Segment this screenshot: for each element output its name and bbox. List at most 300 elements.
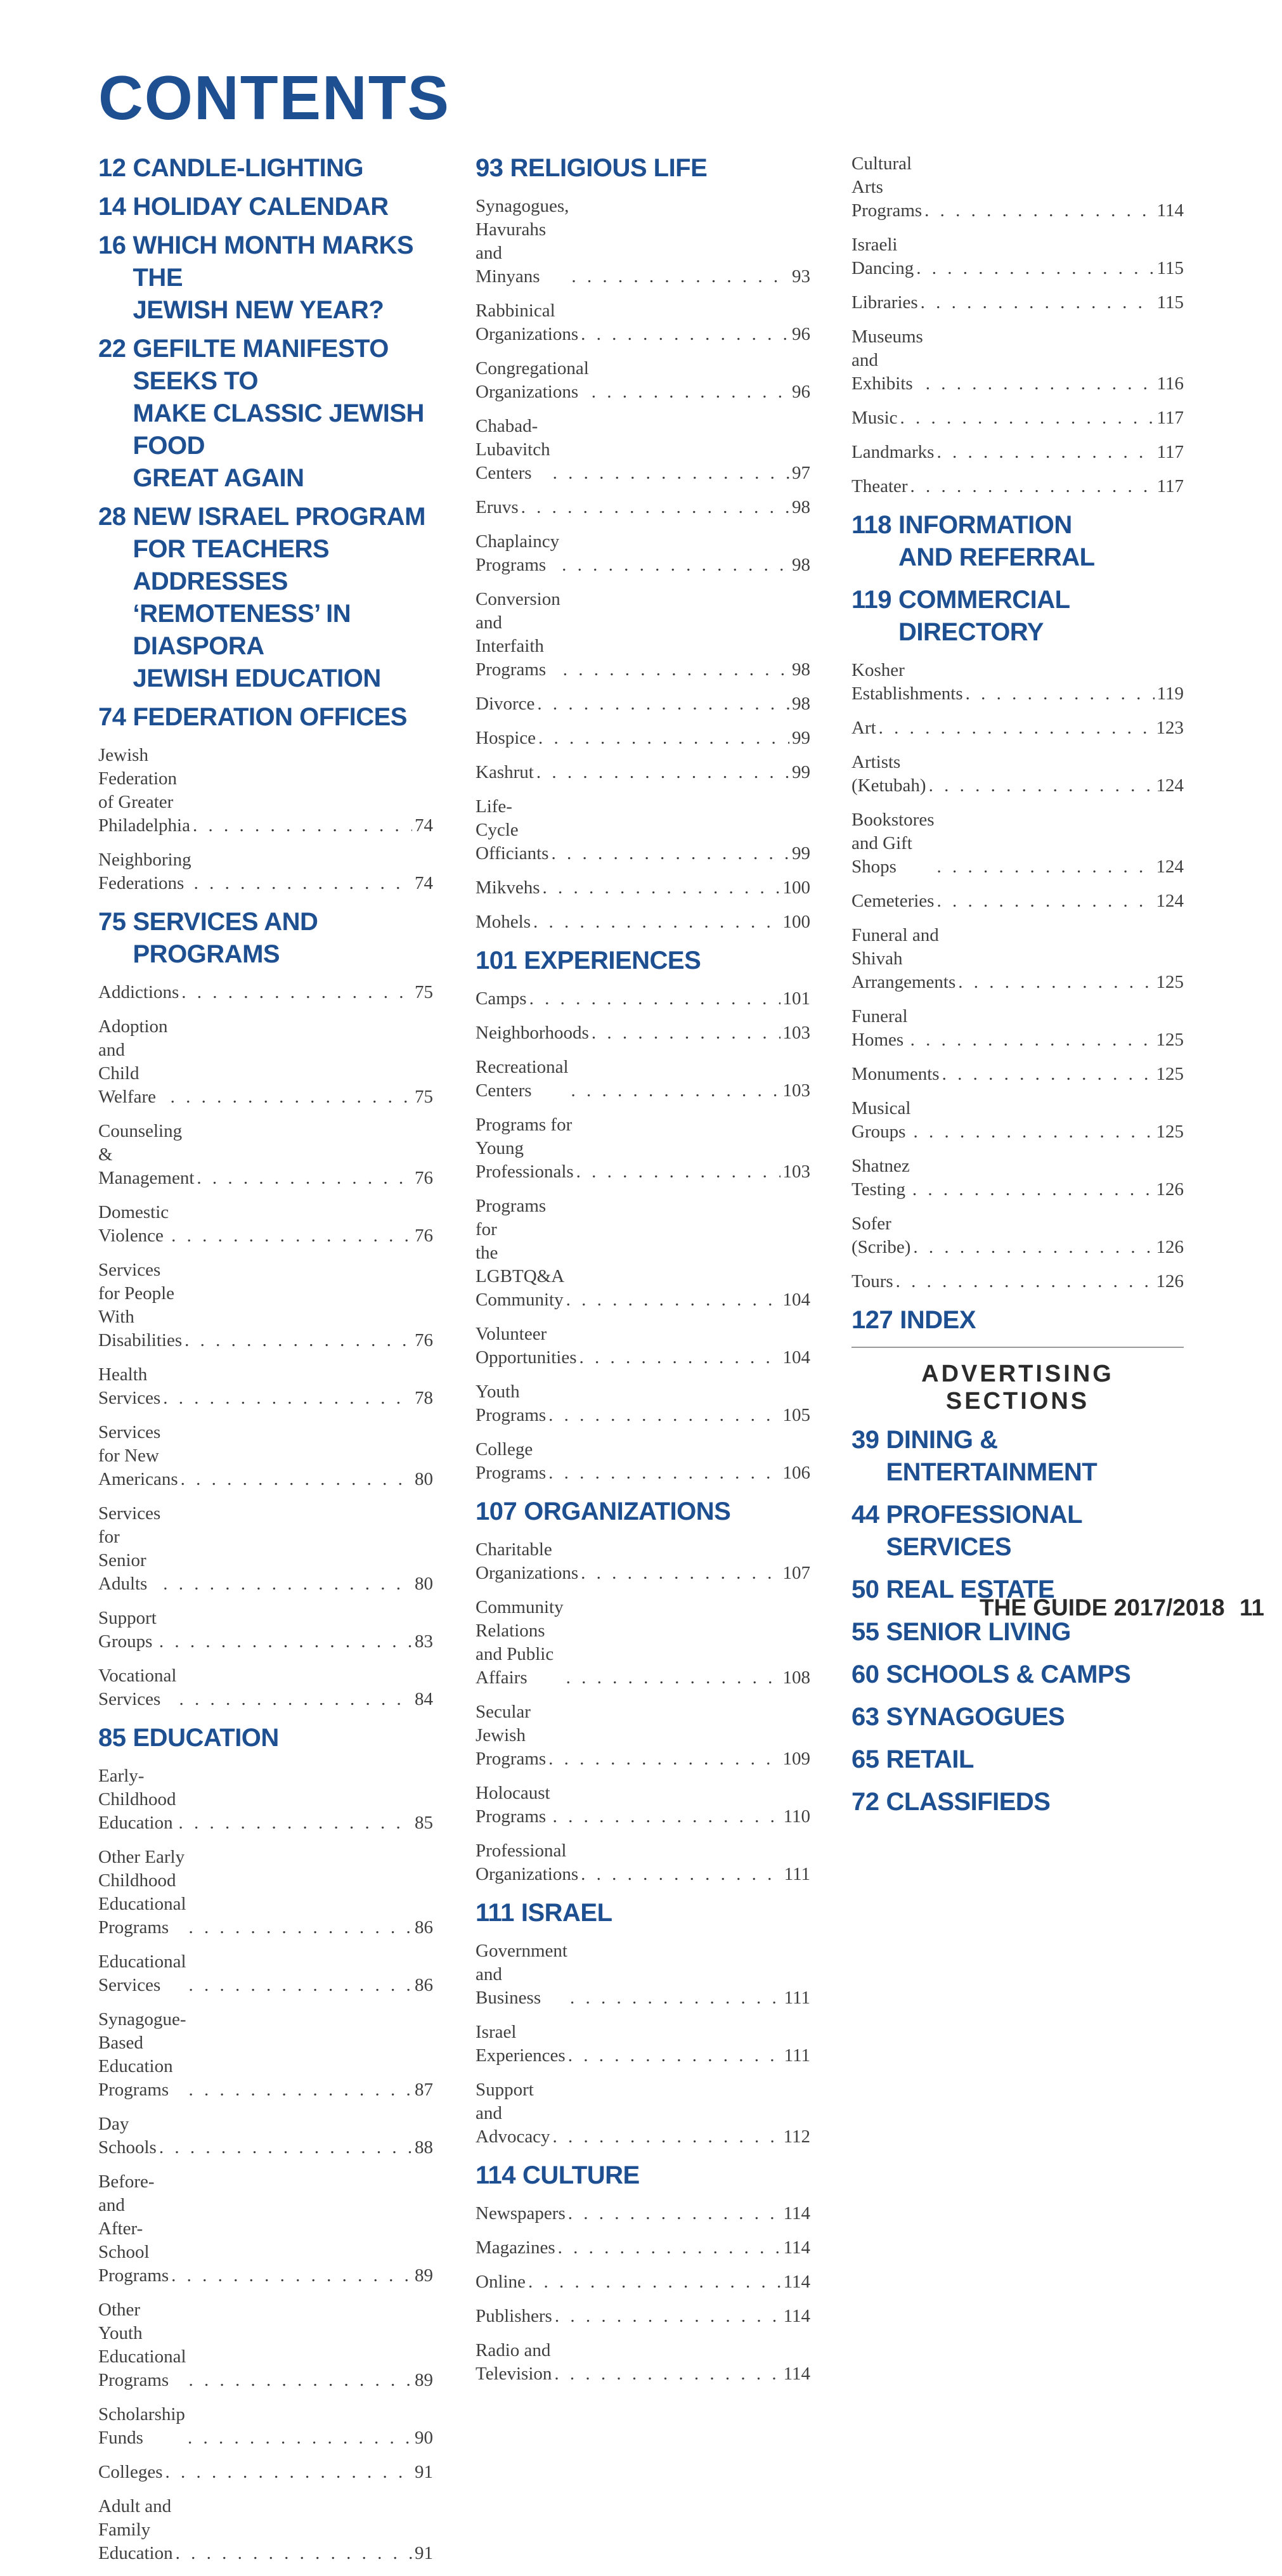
entry-label-line: Education Programs — [98, 2056, 173, 2100]
advertising-heading[interactable] — [851, 1701, 1184, 1733]
dot-leader — [563, 658, 789, 682]
entry-label — [851, 1063, 940, 1086]
entry-label-line: Life-Cycle Officiants — [476, 796, 549, 864]
toc-entry[interactable] — [98, 744, 433, 838]
entry-label-line: Bookstores and Gift Shops — [851, 810, 935, 877]
toc-entry[interactable] — [98, 2298, 433, 2392]
toc-entry[interactable] — [851, 441, 1184, 464]
entry-label-line: Cultural Arts Programs — [851, 153, 923, 221]
entry-label-line: Programs — [98, 1917, 169, 1938]
toc-entry[interactable] — [851, 1270, 1184, 1293]
dot-leader — [566, 1666, 780, 1690]
entry-label — [851, 716, 876, 740]
section-heading-israel[interactable] — [476, 1897, 810, 1929]
entry-label — [476, 530, 559, 577]
toc-entry[interactable] — [476, 795, 810, 865]
feature-heading[interactable] — [98, 152, 433, 184]
section-title — [133, 230, 434, 327]
entry-page-number: 98 — [792, 694, 810, 714]
advertising-heading[interactable] — [851, 1744, 1184, 1776]
entry-page-number: 91 — [415, 2462, 433, 2482]
dot-leader — [966, 682, 1155, 706]
entry-page-number: 88 — [415, 2137, 433, 2158]
entry-label-line: Hospice — [476, 728, 536, 748]
section-heading-services[interactable] — [98, 906, 433, 971]
section-title-line: JEWISH EDUCATION — [133, 664, 381, 692]
entry-label — [476, 2021, 566, 2068]
toc-entry[interactable] — [476, 1113, 810, 1184]
section-title-line: RETAIL — [886, 1745, 974, 1773]
entry-label — [476, 588, 560, 682]
toc-entry[interactable] — [98, 2170, 433, 2288]
entry-label-line: of Greater Philadelphia — [98, 792, 190, 836]
entry-label — [476, 2270, 526, 2294]
section-title-line: INDEX — [900, 1306, 976, 1334]
dot-leader — [570, 1986, 782, 2010]
entry-label-line: Camps — [476, 988, 527, 1009]
entry-label — [851, 1155, 910, 1201]
entry-label — [851, 659, 963, 706]
dot-leader — [958, 971, 1153, 994]
dot-leader — [576, 1160, 780, 1184]
feature-heading[interactable] — [98, 333, 433, 495]
entry-page-number: 126 — [1156, 1271, 1184, 1291]
entry-label-line: Scholarship Funds — [98, 2404, 185, 2448]
section-heading-federation[interactable] — [98, 701, 433, 734]
section-title-line: REAL ESTATE — [886, 1576, 1055, 1603]
toc-entry[interactable] — [851, 1212, 1184, 1259]
entry-page-number: 98 — [792, 497, 810, 517]
footer-title: THE GUIDE 2017/2018 — [980, 1595, 1225, 1621]
toc-entry[interactable] — [98, 1120, 433, 1190]
dot-leader — [521, 496, 789, 519]
entry-label — [98, 2008, 186, 2102]
toc-entry[interactable] — [476, 1596, 810, 1690]
toc-entry[interactable] — [98, 1502, 433, 1596]
entry-page-number: 96 — [792, 382, 810, 402]
section-heading-commercial[interactable] — [851, 584, 1184, 649]
entry-label — [98, 2495, 173, 2565]
section-title-line: ‘REMOTENESS’ IN DIASPORA — [133, 600, 351, 660]
entry-page-number: 111 — [784, 1988, 810, 2008]
entry-page-number: 110 — [783, 1806, 810, 1827]
section-page-number: 44 — [851, 1501, 879, 1529]
toc-entry[interactable] — [98, 2008, 433, 2102]
toc-entry[interactable] — [476, 727, 810, 750]
section-title — [133, 152, 434, 184]
entry-page-number: 90 — [415, 2428, 433, 2448]
dot-leader — [936, 890, 1153, 913]
entry-label-line: Synagogues, Havurahs and Minyans — [476, 196, 569, 287]
toc-entry[interactable] — [476, 588, 810, 682]
entry-label-line: Early-Childhood Education — [98, 1766, 176, 1833]
feature-heading[interactable] — [98, 191, 433, 223]
toc-entry[interactable] — [851, 406, 1184, 430]
entry-page-number: 111 — [784, 2045, 810, 2066]
entry-label-line: Charitable Organizations — [476, 1539, 579, 1583]
entry-label-line: Musical Groups — [851, 1098, 911, 1142]
entry-label — [98, 1764, 176, 1835]
toc-entry[interactable] — [851, 890, 1184, 913]
section-page-number: 111 — [476, 1899, 514, 1927]
entry-label — [476, 1021, 589, 1045]
section-title-line: GEFILTE MANIFESTO SEEKS TO — [133, 335, 389, 395]
entry-page-number: 114 — [783, 2203, 810, 2223]
toc-entry[interactable] — [98, 2113, 433, 2159]
dot-leader — [900, 406, 1155, 430]
dot-leader — [910, 1028, 1154, 1052]
toc-entry[interactable] — [98, 981, 433, 1004]
entry-label-line: Monuments — [851, 1064, 940, 1084]
section-title-line: ISRAEL — [521, 1899, 612, 1927]
section-title-line: NEW ISRAEL PROGRAM — [133, 503, 425, 531]
entry-page-number: 123 — [1156, 718, 1184, 738]
entry-label — [851, 441, 934, 464]
section-page-number: 127 — [851, 1306, 893, 1334]
toc-entry[interactable] — [476, 1021, 810, 1045]
entry-page-number: 119 — [1156, 683, 1184, 704]
section-title — [900, 1304, 1184, 1337]
dot-leader — [937, 855, 1154, 879]
section-title-line: EDUCATION — [133, 1724, 279, 1752]
dot-leader — [558, 2236, 781, 2260]
entry-label — [476, 987, 527, 1011]
section-title — [886, 1659, 1184, 1691]
advertising-heading[interactable] — [851, 1659, 1184, 1691]
section-title — [133, 906, 434, 971]
section-page-number: 22 — [98, 335, 126, 363]
entry-label-line: Addictions — [98, 982, 179, 1002]
entry-label — [851, 325, 923, 396]
dot-leader — [896, 1270, 1154, 1293]
toc-entry[interactable] — [98, 1607, 433, 1654]
toc-entry[interactable] — [98, 1259, 433, 1352]
section-title — [886, 1701, 1184, 1733]
toc-entry[interactable] — [476, 2078, 810, 2149]
entry-label-line: Government and Business — [476, 1941, 567, 2008]
entry-label-line: Recreational Centers — [476, 1057, 569, 1101]
entry-label-line: Divorce — [476, 694, 535, 714]
dot-leader — [581, 1562, 780, 1585]
entry-label — [476, 1323, 576, 1369]
section-title-line: SERVICES AND PROGRAMS — [133, 908, 318, 968]
dot-leader — [553, 2125, 781, 2149]
entry-page-number: 80 — [415, 1469, 433, 1489]
entry-label-line: Counseling & Management — [98, 1121, 195, 1188]
entry-page-number: 96 — [792, 324, 810, 344]
section-page-number: 119 — [851, 586, 892, 614]
section-title-line: DIRECTORY — [898, 618, 1044, 646]
entry-label — [851, 152, 922, 223]
section-title-line: CLASSIFIEDS — [886, 1788, 1051, 1816]
entry-page-number: 99 — [792, 762, 810, 782]
section-title-line: MAKE CLASSIC JEWISH FOOD — [133, 399, 424, 460]
entry-label — [476, 1380, 546, 1427]
entry-label — [476, 1596, 564, 1690]
toc-entry[interactable] — [476, 2339, 810, 2386]
dot-leader — [912, 1178, 1154, 1201]
entry-page-number: 89 — [415, 2265, 433, 2286]
toc-entry[interactable] — [476, 195, 810, 288]
toc-entry[interactable] — [98, 848, 433, 895]
toc-entry[interactable] — [476, 1056, 810, 1103]
section-title-line: SYNAGOGUES — [886, 1703, 1065, 1731]
entry-page-number: 103 — [782, 1023, 810, 1043]
toc-entry[interactable] — [851, 233, 1184, 280]
entry-label — [476, 2339, 552, 2386]
entry-label-line: Newspapers — [476, 2203, 566, 2223]
entry-label-line: Adult and Family Education — [98, 2496, 173, 2563]
entry-label — [476, 1113, 574, 1184]
entry-page-number: 86 — [415, 1975, 433, 1995]
dot-leader — [543, 876, 780, 900]
entry-label — [851, 1270, 893, 1293]
toc-entry[interactable] — [851, 1005, 1184, 1052]
toc-entry[interactable] — [851, 716, 1184, 740]
section-page-number: 114 — [476, 2161, 516, 2189]
entry-label — [851, 1005, 908, 1052]
toc-entry[interactable] — [476, 910, 810, 934]
entry-label-line: Other Early Childhood Educational — [98, 1847, 186, 1914]
dot-leader — [537, 692, 789, 716]
entry-label — [98, 1664, 177, 1711]
section-heading-religious[interactable] — [476, 152, 810, 184]
toc-entry[interactable] — [476, 1700, 810, 1771]
entry-label-line: Theater — [851, 476, 908, 496]
toc-entry[interactable] — [476, 692, 810, 716]
toc-entry[interactable] — [476, 1438, 810, 1485]
toc-entry[interactable] — [851, 1155, 1184, 1201]
toc-entry[interactable] — [476, 1782, 810, 1828]
toc-entry[interactable] — [851, 325, 1184, 396]
entry-page-number: 103 — [782, 1162, 810, 1182]
advertising-heading[interactable] — [851, 1424, 1184, 1489]
entry-page-number: 112 — [783, 2126, 810, 2147]
entry-label-line: Funeral and Shivah — [851, 925, 939, 969]
toc-entry[interactable] — [851, 808, 1184, 879]
entry-page-number: 124 — [1156, 857, 1184, 877]
section-page-number: 101 — [476, 947, 517, 974]
dot-leader — [185, 1329, 412, 1352]
entry-page-number: 125 — [1156, 1122, 1184, 1142]
advertising-heading[interactable] — [851, 1499, 1184, 1563]
section-title — [898, 509, 1184, 574]
toc-entry[interactable] — [476, 987, 810, 1011]
entry-page-number: 100 — [782, 877, 810, 898]
entry-label-line: Arrangements — [851, 972, 956, 992]
entry-label-line: Services for People — [98, 1260, 174, 1304]
section-heading-information[interactable] — [851, 509, 1184, 574]
entry-label — [851, 291, 918, 314]
entry-label-line: Programs for Young Professionals — [476, 1115, 574, 1182]
toc-entry[interactable] — [476, 1939, 810, 2010]
entry-label — [476, 2078, 550, 2149]
page-number: 11 — [1240, 1595, 1265, 1621]
entry-page-number: 126 — [1156, 1179, 1184, 1200]
entry-page-number: 84 — [415, 1689, 433, 1709]
dot-leader — [171, 2264, 412, 2288]
section-title-line: RELIGIOUS LIFE — [510, 154, 708, 182]
entry-label — [98, 2298, 186, 2392]
dot-leader — [916, 257, 1154, 280]
entry-label — [476, 1538, 578, 1585]
entry-page-number: 76 — [415, 1330, 433, 1350]
toc-entry[interactable] — [476, 2236, 810, 2260]
toc-entry[interactable] — [476, 2021, 810, 2068]
dot-leader — [592, 380, 789, 404]
toc-entry[interactable] — [476, 1380, 810, 1427]
entry-label — [851, 890, 934, 913]
toc-entry[interactable] — [851, 152, 1184, 223]
toc-entry[interactable] — [851, 659, 1184, 706]
entry-page-number: 114 — [783, 2237, 810, 2258]
section-page-number: 93 — [476, 154, 503, 182]
entry-label — [851, 924, 955, 994]
toc-entry[interactable] — [98, 2403, 433, 2450]
entry-label — [98, 1846, 186, 1939]
section-title — [510, 152, 811, 184]
dot-leader — [568, 2202, 781, 2225]
section-title-line: HOLIDAY CALENDAR — [133, 193, 389, 221]
feature-heading[interactable] — [98, 230, 433, 327]
toc-entry[interactable] — [476, 1839, 810, 1886]
toc-entry[interactable] — [98, 2461, 433, 2484]
entry-label — [98, 981, 179, 1004]
section-title — [898, 584, 1184, 649]
entry-label — [476, 2202, 566, 2225]
advertising-heading[interactable] — [851, 1786, 1184, 1818]
section-title — [133, 191, 434, 223]
section-page-number: 39 — [851, 1426, 879, 1454]
toc-entry[interactable] — [851, 1097, 1184, 1144]
entry-page-number: 114 — [783, 2306, 810, 2326]
dot-leader — [189, 1974, 412, 1997]
toc-entry[interactable] — [476, 2270, 810, 2294]
dot-leader — [929, 774, 1154, 798]
toc-entry[interactable] — [476, 761, 810, 784]
entry-page-number: 75 — [415, 982, 433, 1002]
dot-leader — [194, 872, 412, 895]
entry-label — [476, 496, 519, 519]
entry-page-number: 74 — [415, 873, 433, 893]
entry-label — [476, 2305, 552, 2328]
toc-entry[interactable] — [851, 475, 1184, 498]
entry-page-number: 124 — [1156, 891, 1184, 911]
dot-leader — [163, 1387, 412, 1410]
toc-entry[interactable] — [476, 2202, 810, 2225]
entry-label — [476, 761, 534, 784]
entry-label — [98, 2113, 157, 2159]
dot-leader — [533, 910, 780, 934]
toc-entry[interactable] — [476, 1194, 810, 1312]
entry-label-line: Jewish Federation — [98, 745, 178, 789]
toc-entry[interactable] — [476, 1323, 810, 1369]
toc-entry[interactable] — [98, 1664, 433, 1711]
feature-heading[interactable] — [98, 501, 433, 695]
toc-entry[interactable] — [476, 2305, 810, 2328]
toc-entry[interactable] — [98, 1201, 433, 1248]
section-heading-culture[interactable] — [476, 2159, 810, 2192]
section-heading-education[interactable] — [98, 1722, 433, 1754]
entry-label — [851, 1212, 910, 1259]
entry-label-line: Professional Organizations — [476, 1841, 579, 1884]
dot-leader — [581, 323, 789, 346]
entry-label-line: Neighborhoods — [476, 1023, 589, 1043]
toc-entry[interactable] — [98, 1363, 433, 1410]
section-heading-experiences[interactable] — [476, 945, 810, 977]
entry-label-line: Services for Senior Adults — [98, 1503, 161, 1594]
toc-entry[interactable] — [476, 496, 810, 519]
toc-entry[interactable] — [851, 1063, 1184, 1086]
entry-label-line: Chaplaincy Programs — [476, 531, 560, 575]
toc-entry[interactable] — [98, 1421, 433, 1491]
entry-page-number: 116 — [1156, 373, 1184, 394]
section-page-number: 85 — [98, 1724, 126, 1752]
toc-entry[interactable] — [98, 2495, 433, 2565]
entry-label-line: Support and Advocacy — [476, 2080, 550, 2147]
divider — [851, 1347, 1184, 1348]
toc-entry[interactable] — [476, 530, 810, 577]
section-heading-index[interactable] — [851, 1304, 1184, 1337]
toc-entry[interactable] — [851, 751, 1184, 798]
entry-label — [98, 1015, 168, 1109]
section-title-line: EXPERIENCES — [524, 947, 701, 974]
section-page-number: 14 — [98, 193, 126, 221]
dot-leader — [193, 814, 412, 838]
dot-leader — [579, 1346, 780, 1369]
toc-entry[interactable] — [98, 1846, 433, 1939]
dot-leader — [926, 372, 1155, 396]
dot-leader — [538, 727, 789, 750]
entry-label-line: Volunteer Opportunities — [476, 1324, 577, 1368]
entry-page-number: 93 — [792, 266, 810, 287]
entry-label-line: Support Groups — [98, 1608, 157, 1652]
dot-leader — [197, 1167, 412, 1190]
toc-entry[interactable] — [98, 1764, 433, 1835]
toc-entry[interactable] — [98, 1015, 433, 1109]
entry-label-line: College Programs — [476, 1439, 547, 1483]
dot-leader — [159, 2136, 412, 2159]
dot-leader — [571, 1079, 780, 1103]
entry-page-number: 126 — [1156, 1237, 1184, 1257]
section-title-line: FOR TEACHERS ADDRESSES — [133, 535, 330, 595]
toc-entry[interactable] — [851, 291, 1184, 314]
dot-leader — [189, 2078, 412, 2102]
section-title-line: COMMERCIAL — [898, 586, 1070, 614]
entry-label — [476, 692, 534, 716]
advertising-title: ADVERTISING SECTIONS — [921, 1361, 1114, 1414]
section-page-number: 16 — [98, 231, 126, 259]
toc-entry[interactable] — [476, 299, 810, 346]
section-title — [133, 501, 434, 695]
section-title-line: INFORMATION — [898, 511, 1072, 539]
toc-entry[interactable] — [476, 1538, 810, 1585]
toc-entry[interactable] — [476, 415, 810, 485]
dot-leader — [159, 1630, 412, 1654]
toc-entry[interactable] — [98, 1950, 433, 1997]
entry-label-line: Artists (Ketubah) — [851, 752, 926, 796]
toc-entry[interactable] — [476, 357, 810, 404]
section-heading-organizations[interactable] — [476, 1496, 810, 1528]
entry-label-line: Health Services — [98, 1364, 161, 1408]
toc-entry[interactable] — [851, 924, 1184, 994]
dot-leader — [924, 199, 1154, 223]
entry-page-number: 124 — [1156, 775, 1184, 796]
dot-leader — [181, 1468, 412, 1491]
entry-label — [98, 1950, 186, 1997]
entry-label-line: Sofer (Scribe) — [851, 1214, 911, 1257]
toc-entry[interactable] — [476, 876, 810, 900]
